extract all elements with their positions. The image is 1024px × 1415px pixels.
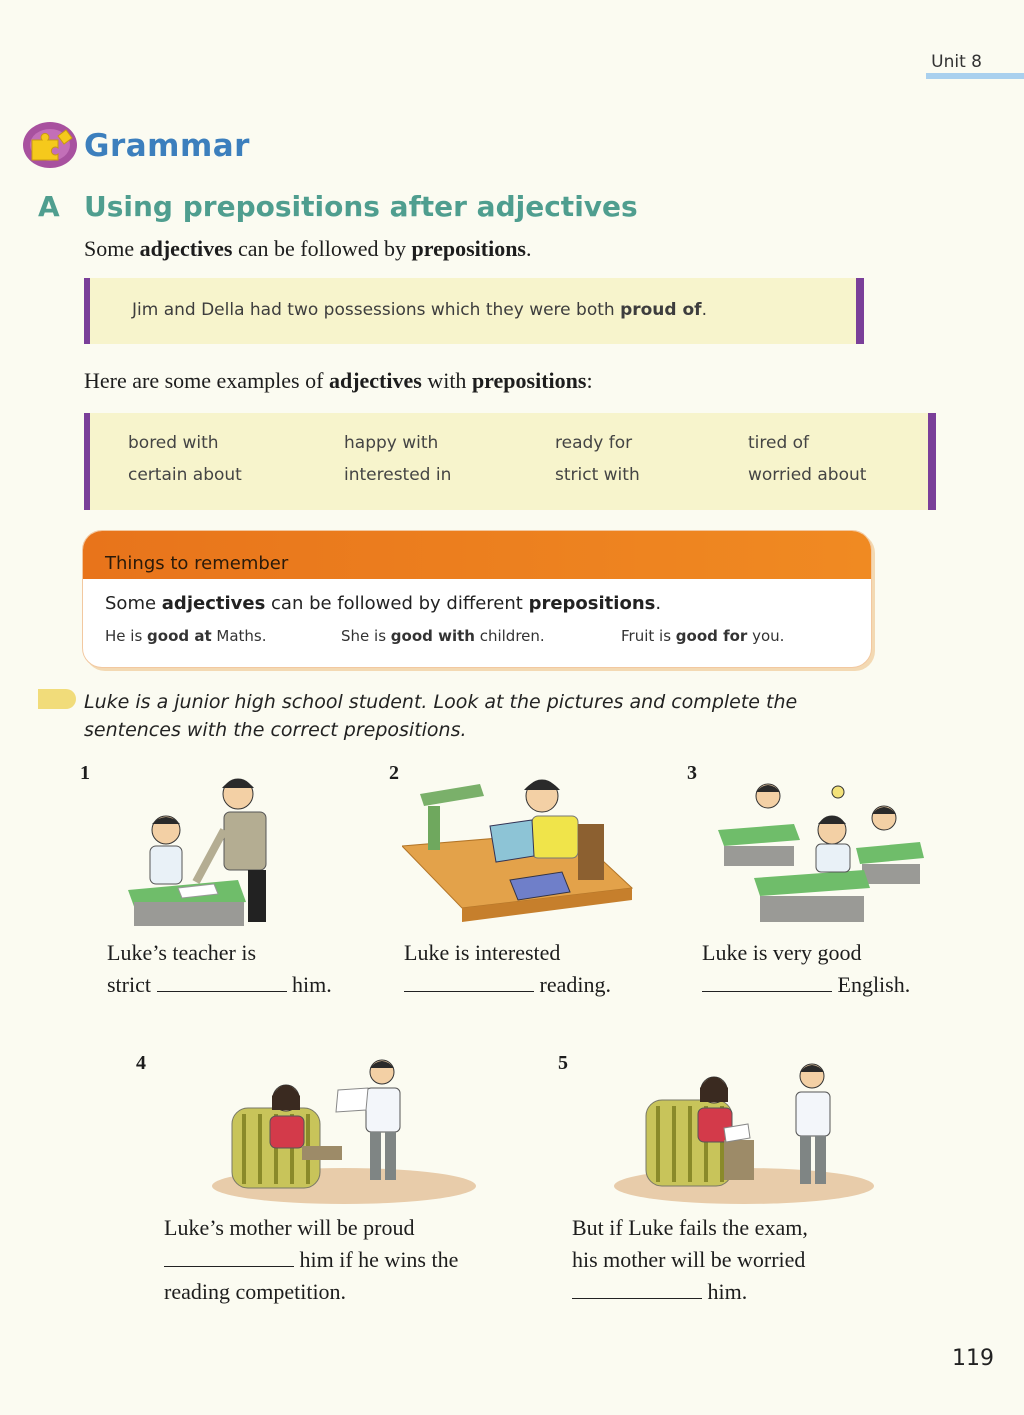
- rule-text: Some: [105, 593, 162, 614]
- sentence-line: Luke is very good: [702, 940, 862, 965]
- sentence-line: [107, 969, 332, 1001]
- sentence-text: him.: [702, 1279, 748, 1304]
- exercise-sentence: [572, 1212, 808, 1308]
- sentence-line: Luke’s mother will be proud: [164, 1215, 415, 1240]
- sentence-line: Luke’s teacher is: [107, 940, 257, 965]
- adjective-phrase: ready for: [555, 433, 633, 453]
- sentence-text: strict: [107, 972, 157, 997]
- mother-proud-illustration: [210, 1058, 478, 1206]
- example-sentence-box: [84, 278, 864, 344]
- remember-rule: [105, 593, 661, 614]
- example-text: Jim and Della had two possessions which they were both: [132, 300, 621, 320]
- rule-text: .: [655, 593, 662, 614]
- remember-title: Things to remember: [105, 553, 289, 574]
- examples-intro-bold: adjectives: [328, 368, 422, 393]
- sentence-line: reading competition.: [164, 1279, 347, 1304]
- subsection-letter: A: [38, 190, 60, 223]
- answer-blank[interactable]: [164, 1244, 294, 1267]
- remember-example: [621, 627, 784, 645]
- intro-bold-prepositions: prepositions: [411, 236, 526, 261]
- examples-intro-text: with: [421, 368, 472, 393]
- sentence-line: [164, 1244, 458, 1276]
- sentence-text: him.: [286, 972, 332, 997]
- remember-example: [105, 627, 267, 645]
- exercise-number: 1: [80, 762, 90, 784]
- unit-accent-bar: [926, 73, 1024, 79]
- adjective-phrase: worried about: [748, 465, 867, 485]
- examples-intro: [84, 368, 593, 394]
- remember-example-text: Fruit is: [621, 627, 676, 645]
- remember-example: [341, 627, 545, 645]
- sentence-line: But if Luke fails the exam,: [572, 1215, 808, 1240]
- sentence-text: English.: [832, 972, 911, 997]
- examples-intro-text: Here are some examples of: [84, 368, 329, 393]
- exercise-sentence: [702, 937, 910, 1001]
- intro-sentence: [84, 236, 532, 262]
- section-title: Grammar: [84, 128, 250, 164]
- remember-example-bold: good for: [675, 627, 748, 645]
- rule-bold: prepositions: [528, 593, 656, 614]
- answer-blank[interactable]: [702, 969, 832, 992]
- example-bold: proud of: [620, 300, 702, 320]
- sentence-line: Luke is interested: [404, 940, 561, 965]
- adjective-phrase: tired of: [748, 433, 810, 453]
- exercise-instruction: Luke is a junior high school student. Look at the pictures and complete the sentences with the correct prepositions.: [84, 691, 798, 741]
- adjective-phrase: happy with: [344, 433, 439, 453]
- teacher-student-illustration: [128, 770, 298, 930]
- exercise-number: 2: [389, 762, 399, 784]
- exercise-sentence: [164, 1212, 458, 1308]
- grammar-puzzle-icon: [20, 118, 78, 170]
- exercise-number: 3: [687, 762, 697, 784]
- subsection-title: Using prepositions after adjectives: [84, 190, 638, 223]
- adjective-phrase: interested in: [344, 465, 452, 485]
- remember-example-text: He is: [105, 627, 148, 645]
- sentence-line: [702, 969, 910, 1001]
- sentence-line: [404, 969, 611, 1001]
- remember-example-text: you.: [747, 627, 785, 645]
- exercise-sentence: [107, 937, 332, 1001]
- remember-example-bold: good with: [390, 627, 475, 645]
- boy-reading-illustration: [402, 776, 634, 926]
- adjective-phrase: bored with: [128, 433, 219, 453]
- example-sentence: [132, 300, 707, 320]
- remember-example-text: children.: [474, 627, 545, 645]
- sentence-line: his mother will be worried: [572, 1247, 806, 1272]
- rule-bold: adjectives: [161, 593, 266, 614]
- remember-example-text: Maths.: [211, 627, 267, 645]
- classroom-exam-illustration: [704, 778, 926, 928]
- exercise-number: 5: [558, 1052, 568, 1074]
- remember-example-bold: good at: [147, 627, 212, 645]
- intro-text: can be followed by: [232, 236, 412, 261]
- examples-intro-bold: prepositions: [471, 368, 587, 393]
- exercise-sentence: [404, 937, 611, 1001]
- mother-worried-illustration: [612, 1058, 876, 1206]
- intro-bold-adjectives: adjectives: [139, 236, 233, 261]
- examples-intro-text: :: [586, 368, 593, 393]
- sentence-line: [572, 1276, 808, 1308]
- adjective-phrase: certain about: [128, 465, 242, 485]
- sentence-text: reading.: [534, 972, 611, 997]
- remember-example-text: She is: [341, 627, 391, 645]
- exercise-number: 4: [136, 1052, 146, 1074]
- unit-label: Unit 8: [931, 52, 982, 72]
- answer-blank[interactable]: [157, 969, 287, 992]
- answer-blank[interactable]: [572, 1276, 702, 1299]
- intro-text: .: [526, 236, 532, 261]
- intro-text: Some: [84, 236, 140, 261]
- answer-blank[interactable]: [404, 969, 534, 992]
- page-number: 119: [952, 1346, 994, 1371]
- instruction-marker: [38, 689, 76, 709]
- sentence-text: him if he wins the: [294, 1247, 459, 1272]
- things-to-remember-box: [82, 530, 872, 668]
- example-text: .: [701, 300, 707, 320]
- adjective-phrase: strict with: [555, 465, 640, 485]
- adjective-phrases-box: [84, 413, 936, 510]
- rule-text: can be followed by different: [265, 593, 529, 614]
